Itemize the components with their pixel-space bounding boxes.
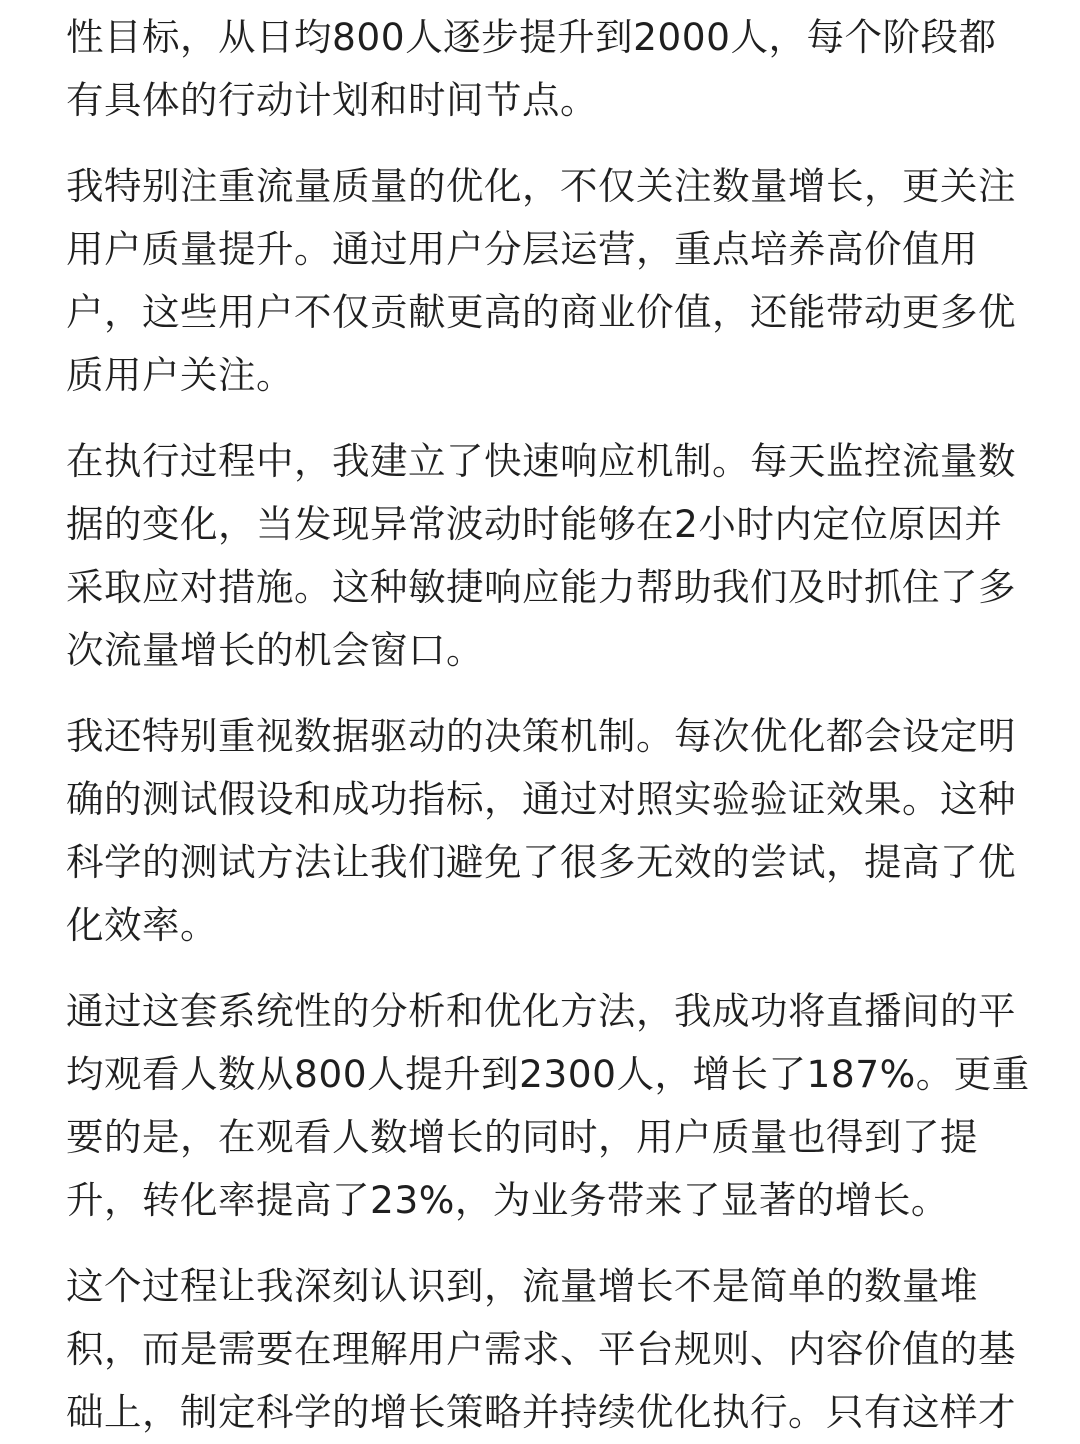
text-line: 均观看人数从800人提升到2300人，增长了187%。更重 <box>66 1052 1030 1096</box>
text-line: 有具体的行动计划和时间节点。 <box>66 78 598 122</box>
text-line: 户，这些用户不仅贡献更高的商业价值，还能带动更多优 <box>66 290 1016 334</box>
paragraph-5 <box>66 980 1030 1232</box>
text-line: 性目标，从日均800人逐步提升到2000人，每个阶段都 <box>66 15 997 59</box>
paragraph-2 <box>66 155 1016 407</box>
text-line: 次流量增长的机会窗口。 <box>66 628 484 672</box>
text-line: 在执行过程中，我建立了快速响应机制。每天监控流量数 <box>66 439 1016 483</box>
paragraph-3 <box>66 430 1016 682</box>
text-line: 质用户关注。 <box>66 353 294 397</box>
text-line: 我特别注重流量质量的优化，不仅关注数量增长，更关注 <box>66 164 1016 208</box>
text-line: 升，转化率提高了23%，为业务带来了显著的增长。 <box>66 1178 949 1222</box>
paragraph-4 <box>66 705 1016 957</box>
paragraph-6 <box>66 1255 1016 1444</box>
article-body <box>66 6 1030 1444</box>
text-line: 通过这套系统性的分析和优化方法，我成功将直播间的平 <box>66 989 1016 1033</box>
text-line: 我还特别重视数据驱动的决策机制。每次优化都会设定明 <box>66 714 1016 758</box>
text-line: 据的变化，当发现异常波动时能够在2小时内定位原因并 <box>66 502 1003 546</box>
text-line: 要的是，在观看人数增长的同时，用户质量也得到了提 <box>66 1115 978 1159</box>
text-line: 确的测试假设和成功指标，通过对照实验验证效果。这种 <box>66 777 1016 821</box>
text-line: 采取应对措施。这种敏捷响应能力帮助我们及时抓住了多 <box>66 565 1016 609</box>
paragraph-1 <box>66 6 1011 132</box>
text-line: 这个过程让我深刻认识到，流量增长不是简单的数量堆 <box>66 1264 978 1308</box>
text-line: 化效率。 <box>66 903 218 947</box>
text-line: 用户质量提升。通过用户分层运营，重点培养高价值用 <box>66 227 978 271</box>
text-line: 积，而是需要在理解用户需求、平台规则、内容价值的基 <box>66 1327 1016 1371</box>
text-line: 科学的测试方法让我们避免了很多无效的尝试，提高了优 <box>66 840 1016 884</box>
text-line: 础上，制定科学的增长策略并持续优化执行。只有这样才 <box>66 1390 1016 1434</box>
